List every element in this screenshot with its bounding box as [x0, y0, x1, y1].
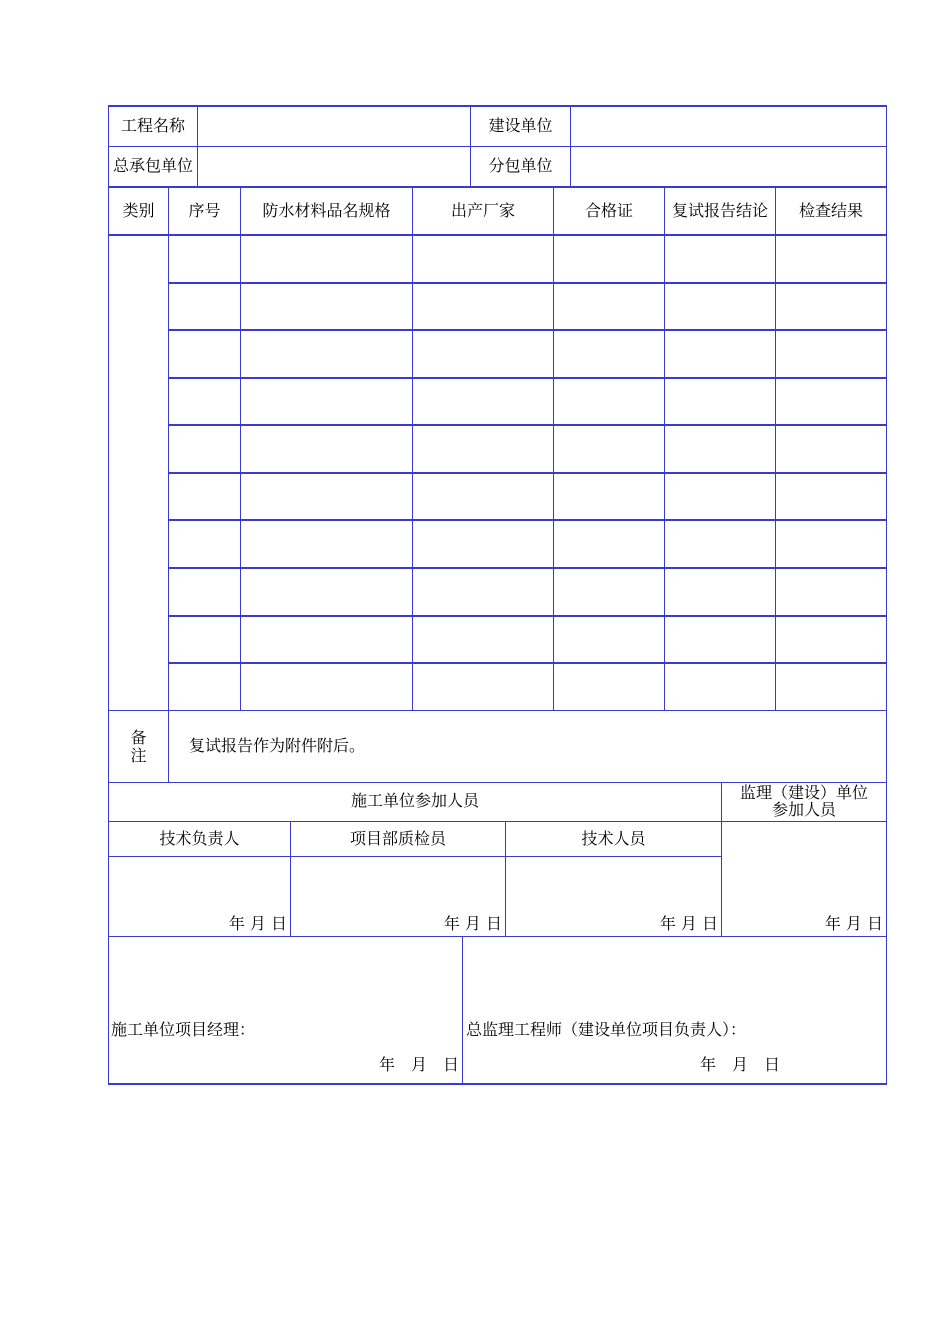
supervision-date[interactable]: 年 月 日	[824, 914, 883, 933]
technician-date[interactable]: 年 月 日	[659, 914, 718, 933]
table-cell-seq[interactable]	[169, 392, 240, 410]
row-divider	[168, 282, 887, 284]
project-name-label: 工程名称	[120, 116, 185, 135]
table-cell-check-result[interactable]	[776, 534, 886, 552]
table-cell-manufacturer[interactable]	[413, 677, 553, 695]
column-header-seq: 序号	[188, 201, 221, 220]
table-cell-manufacturer[interactable]	[413, 392, 553, 410]
table-cell-seq[interactable]	[169, 487, 240, 505]
table-cell-retest-conclusion[interactable]	[665, 677, 775, 695]
table-cell-seq[interactable]	[169, 630, 240, 648]
table-cell-material[interactable]	[241, 677, 412, 695]
table-cell-manufacturer[interactable]	[413, 249, 553, 267]
table-cell-retest-conclusion[interactable]	[665, 344, 775, 362]
column-header-manufacturer: 出产厂家	[450, 201, 515, 220]
table-cell-manufacturer[interactable]	[413, 630, 553, 648]
table-cell-seq[interactable]	[169, 677, 240, 695]
table-cell-check-result[interactable]	[776, 630, 886, 648]
divider	[570, 105, 571, 186]
project-manager-date[interactable]: 年 月 日	[378, 1055, 459, 1074]
column-header-certificate: 合格证	[584, 201, 633, 220]
table-cell-manufacturer[interactable]	[413, 344, 553, 362]
table-cell-material[interactable]	[241, 534, 412, 552]
table-cell-seq[interactable]	[169, 439, 240, 457]
table-cell-check-result[interactable]	[776, 297, 886, 315]
divider	[197, 105, 198, 186]
row-divider	[168, 424, 887, 426]
table-cell-seq[interactable]	[169, 344, 240, 362]
table-cell-seq[interactable]	[169, 582, 240, 600]
table-cell-manufacturer[interactable]	[413, 297, 553, 315]
table-cell-retest-conclusion[interactable]	[665, 534, 775, 552]
row-divider	[168, 662, 887, 664]
remarks-label-line1: 备	[130, 728, 147, 747]
table-cell-check-result[interactable]	[776, 487, 886, 505]
table-cell-retest-conclusion[interactable]	[665, 439, 775, 457]
column-header-material: 防水材料品名规格	[262, 201, 391, 220]
table-cell-seq[interactable]	[169, 534, 240, 552]
builder-label: 建设单位	[488, 116, 553, 135]
column-header-check-result: 检查结果	[798, 201, 863, 220]
table-cell-retest-conclusion[interactable]	[665, 297, 775, 315]
row-divider	[168, 329, 887, 331]
general-contractor-label: 总承包单位	[112, 156, 193, 175]
technical-lead-header: 技术负责人	[159, 829, 240, 848]
column-header-retest-conclusion: 复试报告结论	[671, 201, 768, 220]
project-manager-label: 施工单位项目经理：	[111, 1020, 256, 1039]
divider	[108, 234, 887, 236]
table-cell-check-result[interactable]	[776, 439, 886, 457]
divider	[108, 146, 887, 147]
table-cell-retest-conclusion[interactable]	[665, 487, 775, 505]
table-cell-certificate[interactable]	[554, 392, 664, 410]
table-cell-check-result[interactable]	[776, 582, 886, 600]
table-cell-retest-conclusion[interactable]	[665, 249, 775, 267]
table-cell-retest-conclusion[interactable]	[665, 582, 775, 600]
table-cell-retest-conclusion[interactable]	[665, 630, 775, 648]
technician-header: 技术人员	[581, 829, 646, 848]
supervision-participants-title-line2: 参加人员	[771, 800, 836, 819]
row-divider	[168, 615, 887, 617]
form-right-border	[886, 105, 887, 1085]
form-bottom-border	[108, 1083, 887, 1085]
form-left-border	[108, 105, 109, 1085]
table-cell-material[interactable]	[241, 344, 412, 362]
table-cell-check-result[interactable]	[776, 677, 886, 695]
table-cell-manufacturer[interactable]	[413, 439, 553, 457]
chief-supervisor-date[interactable]: 年 月 日	[700, 1055, 781, 1074]
row-divider	[168, 567, 887, 569]
table-cell-seq[interactable]	[169, 249, 240, 267]
table-cell-certificate[interactable]	[554, 487, 664, 505]
technical-lead-date[interactable]: 年 月 日	[228, 914, 287, 933]
table-cell-material[interactable]	[241, 487, 412, 505]
table-cell-certificate[interactable]	[554, 249, 664, 267]
table-cell-certificate[interactable]	[554, 344, 664, 362]
column-header-category: 类别	[122, 201, 155, 220]
table-cell-material[interactable]	[241, 297, 412, 315]
subcontractor-label: 分包单位	[488, 156, 553, 175]
table-cell-certificate[interactable]	[554, 630, 664, 648]
table-cell-manufacturer[interactable]	[413, 534, 553, 552]
remarks-label-line2: 注	[130, 746, 147, 765]
quality-inspector-date[interactable]: 年 月 日	[443, 914, 502, 933]
quality-inspector-header: 项目部质检员	[349, 829, 446, 848]
table-cell-certificate[interactable]	[554, 582, 664, 600]
chief-supervisor-label: 总监理工程师（建设单位项目负责人）：	[466, 1020, 747, 1039]
table-cell-material[interactable]	[241, 249, 412, 267]
divider	[462, 936, 463, 1084]
table-cell-material[interactable]	[241, 392, 412, 410]
table-cell-check-result[interactable]	[776, 392, 886, 410]
table-cell-manufacturer[interactable]	[413, 582, 553, 600]
table-cell-seq[interactable]	[169, 297, 240, 315]
divider	[108, 856, 722, 857]
row-divider	[168, 472, 887, 474]
divider	[108, 186, 887, 188]
table-cell-certificate[interactable]	[554, 534, 664, 552]
table-cell-certificate[interactable]	[554, 297, 664, 315]
construction-participants-title: 施工单位参加人员	[350, 791, 479, 810]
table-cell-manufacturer[interactable]	[413, 487, 553, 505]
row-divider	[168, 519, 887, 521]
divider	[108, 936, 887, 937]
remarks-text[interactable]: 复试报告作为附件附后。	[189, 736, 366, 755]
form-top-border	[108, 105, 887, 107]
table-cell-certificate[interactable]	[554, 677, 664, 695]
table-cell-material[interactable]	[241, 582, 412, 600]
table-cell-certificate[interactable]	[554, 439, 664, 457]
row-divider	[168, 377, 887, 379]
divider	[108, 821, 887, 822]
divider	[108, 710, 887, 711]
table-cell-material[interactable]	[241, 630, 412, 648]
table-cell-retest-conclusion[interactable]	[665, 392, 775, 410]
table-cell-check-result[interactable]	[776, 249, 886, 267]
supervision-participants-title-line1: 监理（建设）单位	[739, 783, 868, 802]
table-cell-check-result[interactable]	[776, 344, 886, 362]
table-cell-material[interactable]	[241, 439, 412, 457]
